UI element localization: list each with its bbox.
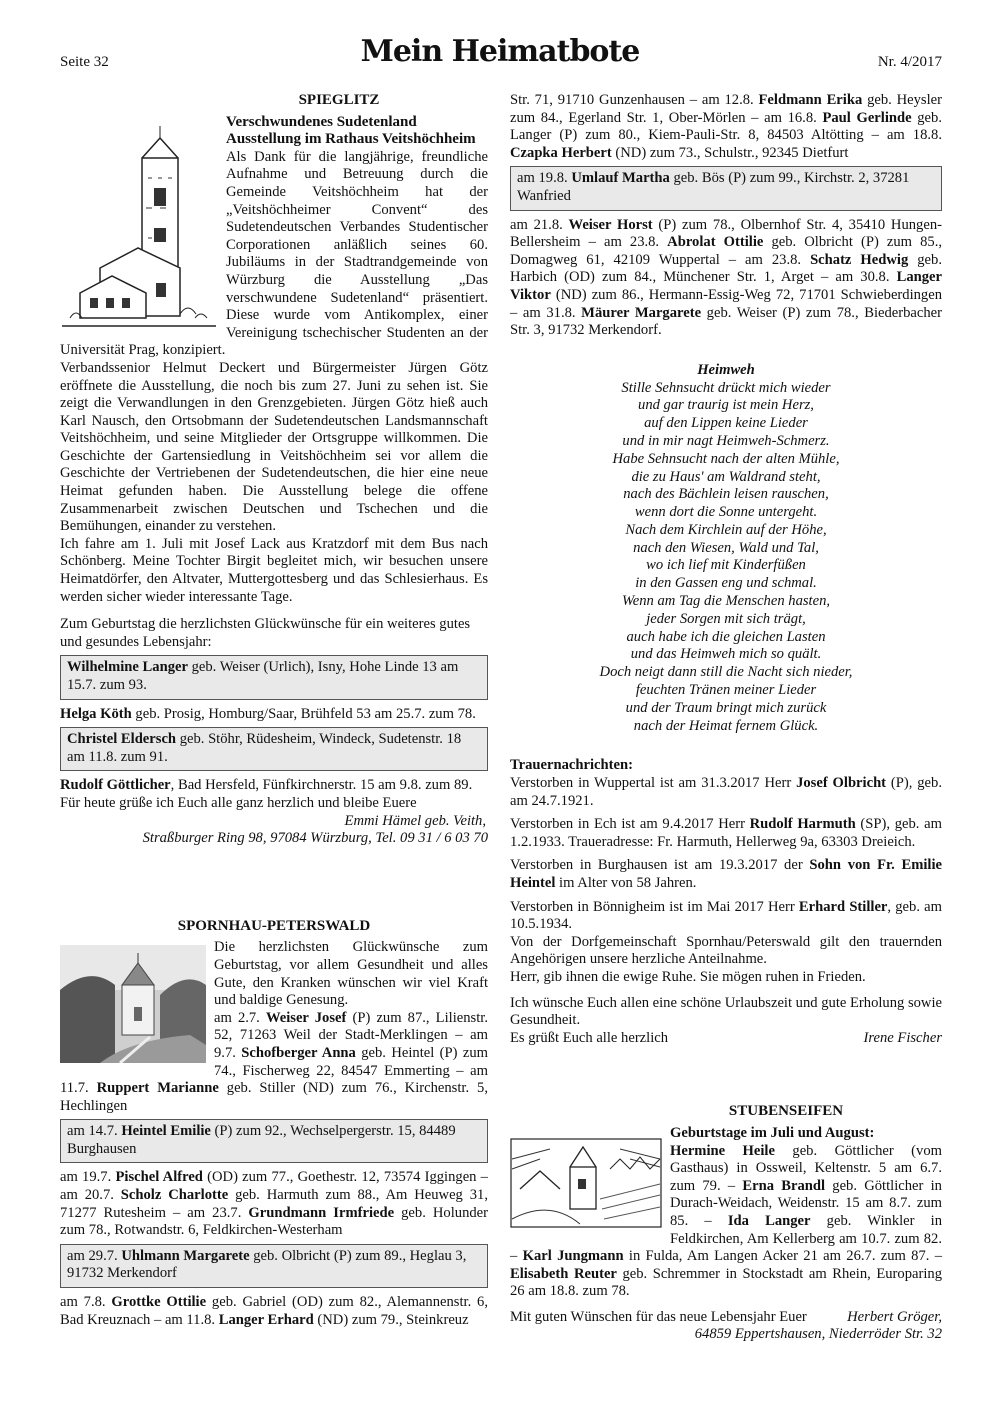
spornhau-continued-1: [510, 92, 942, 162]
spieglitz-para-2: Verbandssenior Helmut Deckert und Bürgermeister Jürgen Götz eröffnete die Ausstellung, die noch bis zum 27. Juni zu sehen ist. Sie zeigt die Verwandlungen in den Grenzgebieten. Jürgen Götz hieß auch Karl Nausch, den Ortsobmann der Sudetendeutschen Landsmannschaft Veitshöchheim, und seine Mitglieder der Ortsgruppe willkommen. Die Geschichte der Gartensiedlung in Veitshöchheim sei vor allem die Geschichte der Vertriebenen der Sudetendeutschen, die hier eine neue Heimat gefunden haben. Die Ausstellung belege die offene Zusammenarbeit zwischen Deutschen und Tschechen und die Bemühungen, einander zu verstehen.: [60, 359, 488, 535]
person-name: Schatz Hedwig: [810, 251, 909, 268]
birthday-detail: , Bad Hersfeld, Fünfkirchnerstr. 15 am 9.8. zum 89.: [170, 777, 473, 794]
person-name: Heintel Emilie: [121, 1123, 211, 1140]
poem-line: und in mir nagt Heimweh-Schmerz.: [622, 432, 830, 449]
birthday-detail: geb. Weiser (P) zum 78., Biederbacher Str. 3, 91732 Merkendorf.: [510, 304, 943, 339]
poem-line: auf den Lippen keine Lieder: [644, 415, 808, 432]
birthday-detail: (ND) zum 79., Steinkreuz: [313, 1311, 469, 1328]
person-name: Rudolf Göttlicher: [60, 777, 171, 794]
person-name: Czapka Herbert: [510, 144, 612, 161]
person-name: Rudolf Harmuth: [749, 816, 856, 833]
birthday-detail: geb. Holunder zum 78., Rotwandstr. 6, Feldkirchen-Westerham: [60, 1204, 489, 1239]
signoff-text: Es grüßt Euch alle herzlich: [510, 1029, 669, 1046]
poem-title: Heimweh: [697, 361, 755, 378]
condolence-text: Von der Dorfgemeinschaft Spornhau/Peterswald gilt den trauernden Angehörigen unsere herzliche Anteilnahme.: [510, 933, 942, 968]
obituary: [510, 899, 942, 934]
signoff-text: Mit guten Wünschen für das neue Lebensjahr Euer: [510, 1308, 807, 1325]
birthday-entry: [60, 777, 488, 795]
person-name: Uhlmann Margarete: [121, 1247, 250, 1264]
person-name: Paul Gerlinde: [822, 109, 912, 126]
person-name: Pischel Alfred: [115, 1169, 203, 1186]
birthday-detail: (P) zum 92., Wechselpergerstr. 15, 84489 Burghausen: [67, 1123, 456, 1157]
person-name: Abrolat Ottilie: [667, 234, 764, 251]
spornhau-heading: SPORNHAU-PETERSWALD: [177, 917, 371, 934]
poem: [510, 362, 942, 736]
obituary-text: (P), geb. am 24.7.1921.: [510, 775, 942, 809]
person-name: Erna Brandl: [742, 1177, 826, 1194]
village-drawing: [510, 1129, 662, 1229]
obituary: [510, 816, 942, 851]
obituary: [510, 775, 942, 810]
birthday-detail: geb. Schremmer in Stockstadt am Rhein, Europaring 26 am 18.8. zum 78.: [510, 1265, 942, 1300]
birthday-greeting: Zum Geburtstag die herzlichsten Glückwünsche für ein weiteres gutes und gesundes Lebensjahr:: [60, 616, 471, 650]
birthday-detail: geb. Winkler in Feldkirchen, Am Kellerberg am 10.7. zum 82. –: [510, 1212, 943, 1265]
poem-line: Nach dem Kirchlein auf der Höhe,: [625, 521, 827, 538]
signature-address: Straßburger Ring 98, 97084 Würzburg, Tel. 09 31 / 6 03 70: [142, 830, 488, 847]
birthday-detail: geb. Harbich (OD) zum 84., Münchener Str. 1, Arget – am 30.8.: [510, 251, 942, 286]
poem-line: Doch neigt dann still die Nacht sich nieder,: [599, 664, 853, 681]
poem-line: wenn dort die Sonne untergeht.: [634, 504, 818, 521]
date: am 7.8.: [60, 1294, 112, 1311]
right-column: [510, 92, 942, 1344]
person-name: Ida Langer: [727, 1212, 811, 1229]
person-name: Elisabeth Reuter: [510, 1265, 617, 1282]
birthday-detail: in Fulda, Am Langen Acker 21 am 26.7. zum 87. –: [623, 1248, 943, 1265]
birthday-detail: geb. Langer (P) zum 80., Kiem-Pauli-Str. 8, 84503 Altötting – am 18.8.: [510, 109, 942, 144]
signature-name: Emmi Hämel geb. Veith,: [344, 812, 486, 829]
obituary-text: im Alter von 58 Jahren.: [555, 875, 697, 892]
spieglitz-subheading-1: Verschwundenes Sudetenland: [226, 113, 417, 130]
poem-line: und das Heimweh mich so quält.: [630, 646, 822, 663]
issue-number: Nr. 4/2017: [877, 54, 942, 70]
prayer-text: Herr, gib ihnen die ewige Ruhe. Sie mögen ruhen in Frieden.: [510, 968, 866, 985]
poem-line: jeder Sorgen mit sich trägt,: [646, 610, 806, 627]
trauer-heading: Trauernachrichten:: [510, 757, 633, 774]
birthday-detail: geb. Prosig, Homburg/Saar, Brühfeld 53 am 25.7. zum 78.: [131, 705, 476, 722]
person-name: Karl Jungmann: [522, 1248, 624, 1265]
person-name: Hermine Heile: [670, 1142, 775, 1159]
birthday-detail: geb. Göttlicher (vom Gasthaus) in Ossweil, Keltenstr. 5 am 6.7. zum 79. –: [670, 1142, 942, 1194]
poem-line: in den Gassen eng und schmal.: [635, 575, 817, 592]
person-name: Erhard Stiller: [798, 898, 888, 915]
date: am 21.8.: [510, 216, 569, 233]
birthday-detail: geb. Stöhr, Rüdesheim, Windeck, Sudetenstr. 18 am 11.8. zum 91.: [67, 731, 462, 765]
signature-name: Irene Fischer: [863, 1029, 942, 1046]
birthday-detail: (ND) zum 73., Schulstr., 92345 Dietfurt: [611, 144, 849, 161]
person-name: Wilhelmine Langer: [67, 659, 188, 676]
spornhau-entries-2: [60, 1169, 488, 1239]
birthday-box-5: [510, 166, 942, 210]
birthday-box-1: [60, 655, 488, 699]
person-name: Helga Köth: [60, 705, 132, 722]
signature-name: Herbert Gröger,: [847, 1308, 942, 1325]
masthead-title: Mein Heimatbote: [360, 34, 640, 69]
spornhau-entries-3: [60, 1294, 488, 1329]
stubenseifen-subheading: Geburtstage im Juli und August:: [670, 1124, 875, 1141]
person-name: Mäurer Margarete: [581, 304, 702, 321]
date: am 19.8.: [517, 170, 572, 187]
birthday-detail: (P) zum 87., Lilienstr. 52, 71263 Weil der Stadt-Merklingen – am 9.7.: [214, 1009, 488, 1061]
spieglitz-subheading-2: Ausstellung im Rathaus Veitshöchheim: [226, 131, 476, 148]
obituary-text: Verstorben in Wuppertal ist am 31.3.2017 Herr: [510, 775, 797, 792]
date: am 19.7.: [60, 1169, 116, 1186]
left-column: [60, 92, 488, 1329]
obituary-text: , geb. am 10.5.1934.: [510, 898, 943, 933]
date: am 14.7.: [67, 1123, 122, 1140]
birthday-entry: [60, 706, 488, 724]
obituary-text: Verstorben in Bönnigheim ist im Mai 2017 Herr: [510, 898, 799, 915]
spornhau-continued-2: [510, 217, 942, 340]
poem-line: Stille Sehnsucht drückt mich wieder: [621, 379, 831, 396]
stubenseifen-signoff: [510, 1309, 942, 1327]
page-number: Seite 32: [60, 54, 109, 70]
spieglitz-intro: Als Dank für die langjährige, freundliche Aufnahme und Betreuung durch die Gemeinde Veitshöchheim hat der „Veitshöchheimer Convent“ des Sudetendeutschen Verbandes Studentischer Corporationen anläßlich seines 60. Jubiläums in der Stadtrandgemeinde von Würzburg die Ausstellung „Das verschwundene Sudetenland“ präsentiert. Diese wurde vom Antikomplex, einer Vereinigung tschechischer Studenten an der Universität Prag, konzipiert.: [60, 148, 488, 359]
person-name: Josef Olbricht: [796, 775, 887, 792]
poem-line: Habe Sehnsucht nach der alten Mühle,: [612, 450, 840, 467]
person-name: Umlauf Martha: [571, 170, 670, 187]
spieglitz-para-3: Ich fahre am 1. Juli mit Josef Lack aus Kratzdorf mit dem Bus nach Schönberg. Meine Tochter Birgit begleitet mich, wir besuchen unsere Heimatdörfer, den Altvater, Muttergottesberg und das Schlesierhaus. Es werden sicher wieder interessante Tage.: [60, 535, 488, 605]
poem-line: und gar traurig ist mein Herz,: [638, 397, 814, 414]
person-name: Grundmann Irmfriede: [248, 1204, 395, 1221]
closing-line: Für heute grüße ich Euch alle ganz herzlich und bleibe Euere: [60, 794, 417, 811]
birthday-detail: geb. Heintel (P) zum 74., Fischerweg 22, 84547 Emmerting – am 11.7.: [60, 1044, 489, 1097]
obituary-text: (SP), geb. am 1.2.1933. Traueradresse: Fr. Harmuth, Hellerweg 9a, 63303 Dreieich.: [510, 816, 942, 850]
birthday-box-2: [60, 727, 488, 771]
poem-line: nach des Bächlein leisen rauschen,: [623, 486, 829, 503]
spornhau-intro: Die herzlichsten Glückwünsche zum Geburtstag, vor allem Gesundheit und alles Gute, den Kranken wünschen wir viel Kraft und baldige Genesung.: [214, 939, 488, 1009]
poem-line: und der Traum bringt mich zurück: [625, 699, 827, 716]
birthday-box-3: [60, 1119, 488, 1163]
obituary-text: Verstorben in Burghausen ist am 19.3.2017 der: [510, 857, 810, 874]
person-name: Langer Erhard: [218, 1311, 314, 1328]
person-name: Sohn von Fr. Emilie Heintel: [510, 857, 942, 892]
birthday-detail: (P) zum 78., Olbernhof Str. 4, 35410 Hungen-Bellersheim – am 23.8.: [510, 216, 942, 251]
obituary-text: Verstorben in Ech ist am 9.4.2017 Herr: [510, 816, 750, 833]
poem-line: auch habe ich die gleichen Lasten: [626, 628, 826, 645]
poem-line: Wenn am Tag die Menschen hasten,: [621, 593, 831, 610]
spieglitz-heading: SPIEGLITZ: [298, 92, 380, 108]
person-name: Schofberger Anna: [241, 1044, 356, 1061]
stubenseifen-heading: STUBENSEIFEN: [728, 1103, 844, 1120]
poem-line: feuchten Tränen meiner Lieder: [635, 682, 817, 699]
birthday-detail: geb. Stiller (ND) zum 76., Kirchenstr. 5, Hechlingen: [60, 1080, 488, 1114]
birthday-detail: geb. Göttlicher in Durach-Weidach, Weidenstr. 15 am 8.7. zum 85. –: [670, 1177, 942, 1229]
trauer-signoff: [510, 1030, 942, 1048]
birthday-detail: geb. Weiser (Urlich), Isny, Hohe Linde 13 am 15.7. zum 93.: [67, 659, 459, 693]
birthday-detail: geb. Heysler zum 84., Egerland Str. 1, Ober-Mörlen – am 16.8.: [510, 92, 942, 126]
person-name: Weiser Josef: [265, 1009, 347, 1026]
person-name: Langer Viktor: [510, 269, 942, 303]
poem-line: wo ich lief mit Kinderfüßen: [646, 557, 806, 574]
birthday-box-4: [60, 1244, 488, 1288]
poem-line: die zu Haus' am Waldrand steht,: [631, 468, 821, 485]
signature-address: 64859 Eppertshausen, Niederröder Str. 32: [694, 1326, 942, 1343]
obituary: [510, 857, 942, 892]
person-name: Christel Eldersch: [67, 731, 177, 748]
date: am 29.7.: [67, 1247, 122, 1264]
poem-line: nach den Wiesen, Wald und Tal,: [633, 539, 819, 556]
holiday-wishes: Ich wünsche Euch allen eine schöne Urlaubszeit und gute Erholung sowie Gesundheit.: [510, 994, 943, 1029]
birthday-detail: geb. Harmuth zum 88., Am Heuweg 31, 71277 Rutesheim – am 23.7.: [60, 1187, 488, 1221]
person-name: Grottke Ottilie: [111, 1294, 207, 1311]
birthday-detail: (ND) zum 86., Hermann-Essig-Weg 72, 71701 Schwieberdingen – am 31.8.: [510, 286, 942, 321]
birthday-detail: geb. Gabriel (OD) zum 82., Alemannenstr. 6, Bad Kreuznach – am 11.8.: [60, 1294, 488, 1328]
date: am 2.7.: [214, 1009, 266, 1026]
birthday-detail: geb. Olbricht (P) zum 85., Domagweg 61, 42109 Wuppertal – am 23.8.: [510, 234, 942, 268]
birthday-detail: geb. Bös (P) zum 99., Kirchstr. 2, 37281 Wanfried: [517, 170, 910, 204]
birthday-detail: geb. Olbricht (P) zum 89., Heglau 3, 91732 Merkendorf: [67, 1247, 467, 1282]
person-name: Feldmann Erika: [758, 92, 863, 108]
birthday-detail: Str. 71, 91710 Gunzenhausen – am 12.8.: [510, 92, 759, 108]
poem-line: nach der Heimat fernem Glück.: [633, 717, 819, 734]
church-photo: [60, 945, 206, 1063]
person-name: Weiser Horst: [568, 216, 653, 233]
birthday-detail: (OD) zum 77., Goethestr. 12, 73574 Iggingen – am 20.7.: [60, 1169, 488, 1204]
person-name: Ruppert Marianne: [96, 1080, 219, 1097]
tower-drawing: [60, 118, 218, 336]
person-name: Scholz Charlotte: [120, 1187, 229, 1204]
